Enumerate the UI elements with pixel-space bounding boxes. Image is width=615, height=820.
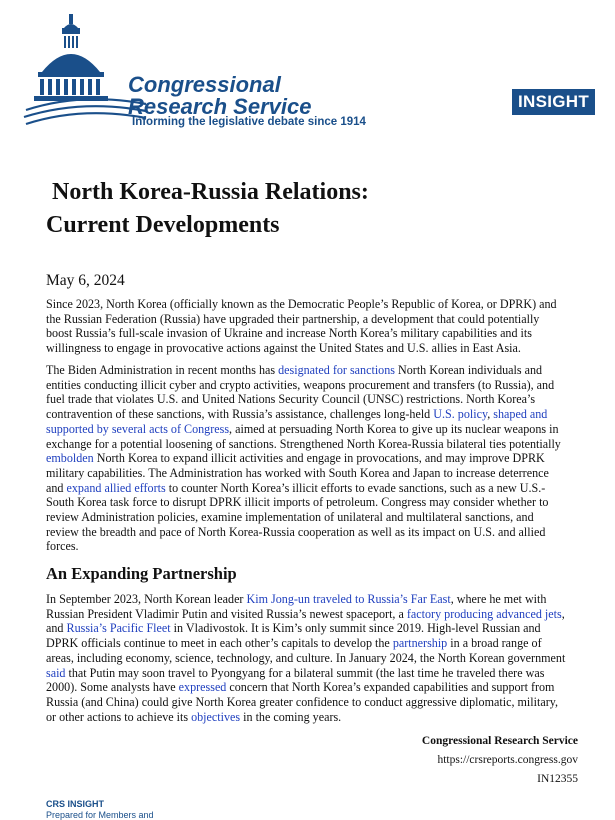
link-kim-traveled[interactable]: Kim Jong-un traveled to Russia’s Far East [246, 592, 451, 606]
insight-badge: INSIGHT [512, 89, 595, 115]
title-line1: North Korea-Russia Relations: [52, 179, 369, 205]
text-run: , and [46, 606, 565, 636]
link-objectives[interactable]: objectives [191, 709, 241, 724]
org-name [128, 74, 311, 118]
section-heading: An Expanding Partnership [46, 564, 237, 583]
link-expand-allied-efforts[interactable]: expand allied efforts [66, 480, 166, 495]
text-run: in Vladivostok. It is Kim’s only summit since 2019. High-level Russian and DPRK officials continue to meet in each other’s capitals to develop the [46, 621, 541, 651]
crs-logo [22, 14, 366, 134]
text-run: , where he met with Russian President Vladimir Putin and visited Russia’s newest spaceport, a [46, 592, 547, 621]
text-run: in a broad range of areas, including economy, science, technology, and culture. In January 2024, the North Korean government [46, 636, 566, 665]
org-tagline: Informing the legislative debate since 1914 [132, 116, 366, 128]
intro-paragraph: Since 2023, North Korea (officially known as the Democratic People’s Republic of Korea, or DPRK) and the Russian Federation (Russia) have upgraded their partnership, a development that could potentially boost Russia’s full-scale invasion of Ukraine and increase North Korea’s military capabilities and its willingness to engage in provocative actions against the United States and U.S. allies in East Asia. [46, 297, 557, 356]
title-line2: Current Developments [46, 212, 280, 238]
signature-org: Congressional Research Service [421, 735, 578, 747]
page-title [46, 176, 566, 242]
footer-subtext: Prepared for Members and [46, 810, 154, 820]
partnership-paragraph [46, 592, 566, 724]
text-run: North Korea to expand illicit activities and engage in provocations, and may improve DPRK military capabilities. The Administration has worked with South Korea and Japan to increase deterrence and [46, 451, 549, 495]
policy-paragraph [46, 363, 566, 554]
text-run: , aimed at persuading North Korea to give up its nuclear weapons in exchange for a potential loosening of sanctions. Strengthened North Korea-Russia bilateral ties potentially [46, 421, 561, 451]
link-designated-for-sanctions[interactable]: designated for sanctions [278, 363, 395, 377]
text-run: concern that North Korea’s expanded capabilities and support from Russia (and China) could give North Korea greater confidence to conduct aggressive diplomatic, military, or other actions to achieve its [46, 680, 559, 724]
text-run: in the coming years. [240, 709, 342, 724]
link-pacific-fleet[interactable]: Russia’s Pacific Fleet [66, 621, 171, 636]
text-run: In September 2023, North Korean leader [46, 592, 247, 606]
link-us-policy[interactable]: U.S. policy [433, 407, 488, 422]
org-name-line2: Research Service [128, 94, 312, 119]
link-factory-jets[interactable]: factory producing advanced jets [406, 606, 562, 621]
signature-url[interactable]: https://crsreports.congress.gov [437, 754, 578, 766]
text-run: to counter North Korea’s illicit efforts to evade sanctions, such as a new U.S.-South Korea task force to disrupt DPRK illicit imports of petroleum. Congress may consider whether to review Administration policies, examine implementation of unilateral and multilateral sanctions, and review the breadth and pace of North Korea-Russia cooperation as well as its impact on U.S. and allied forces. [46, 480, 549, 554]
link-acts-of-congress[interactable]: shaped and supported by several acts of Congress [46, 407, 548, 436]
report-id: IN12355 [537, 773, 578, 785]
link-said[interactable]: said [46, 665, 66, 680]
link-embolden[interactable]: embolden [46, 451, 94, 466]
link-partnership[interactable]: partnership [392, 636, 448, 651]
text-run: North Korean individuals and entities conducting illicit cyber and crypto activities, weapons procurement and transfers (to Russia), and fuel trade that violates U.S. and United Nations Security Council (UNSC) restrictions. North Korea’s contravention of these sanctions, with Russia’s assistance, challenges long-held [46, 363, 555, 422]
link-expressed[interactable]: expressed [178, 680, 227, 695]
footer-label: CRS INSIGHT [46, 799, 105, 809]
publication-date: May 6, 2024 [46, 272, 125, 289]
text-run: that Putin may soon travel to Pyongyang for a bilateral summit (the last time he traveled there was 2000). Some analysts have [46, 665, 545, 695]
text-run: , [487, 407, 494, 422]
text-run: The Biden Administration in recent months has [46, 363, 279, 377]
org-name-line1: Congressional [128, 72, 281, 97]
